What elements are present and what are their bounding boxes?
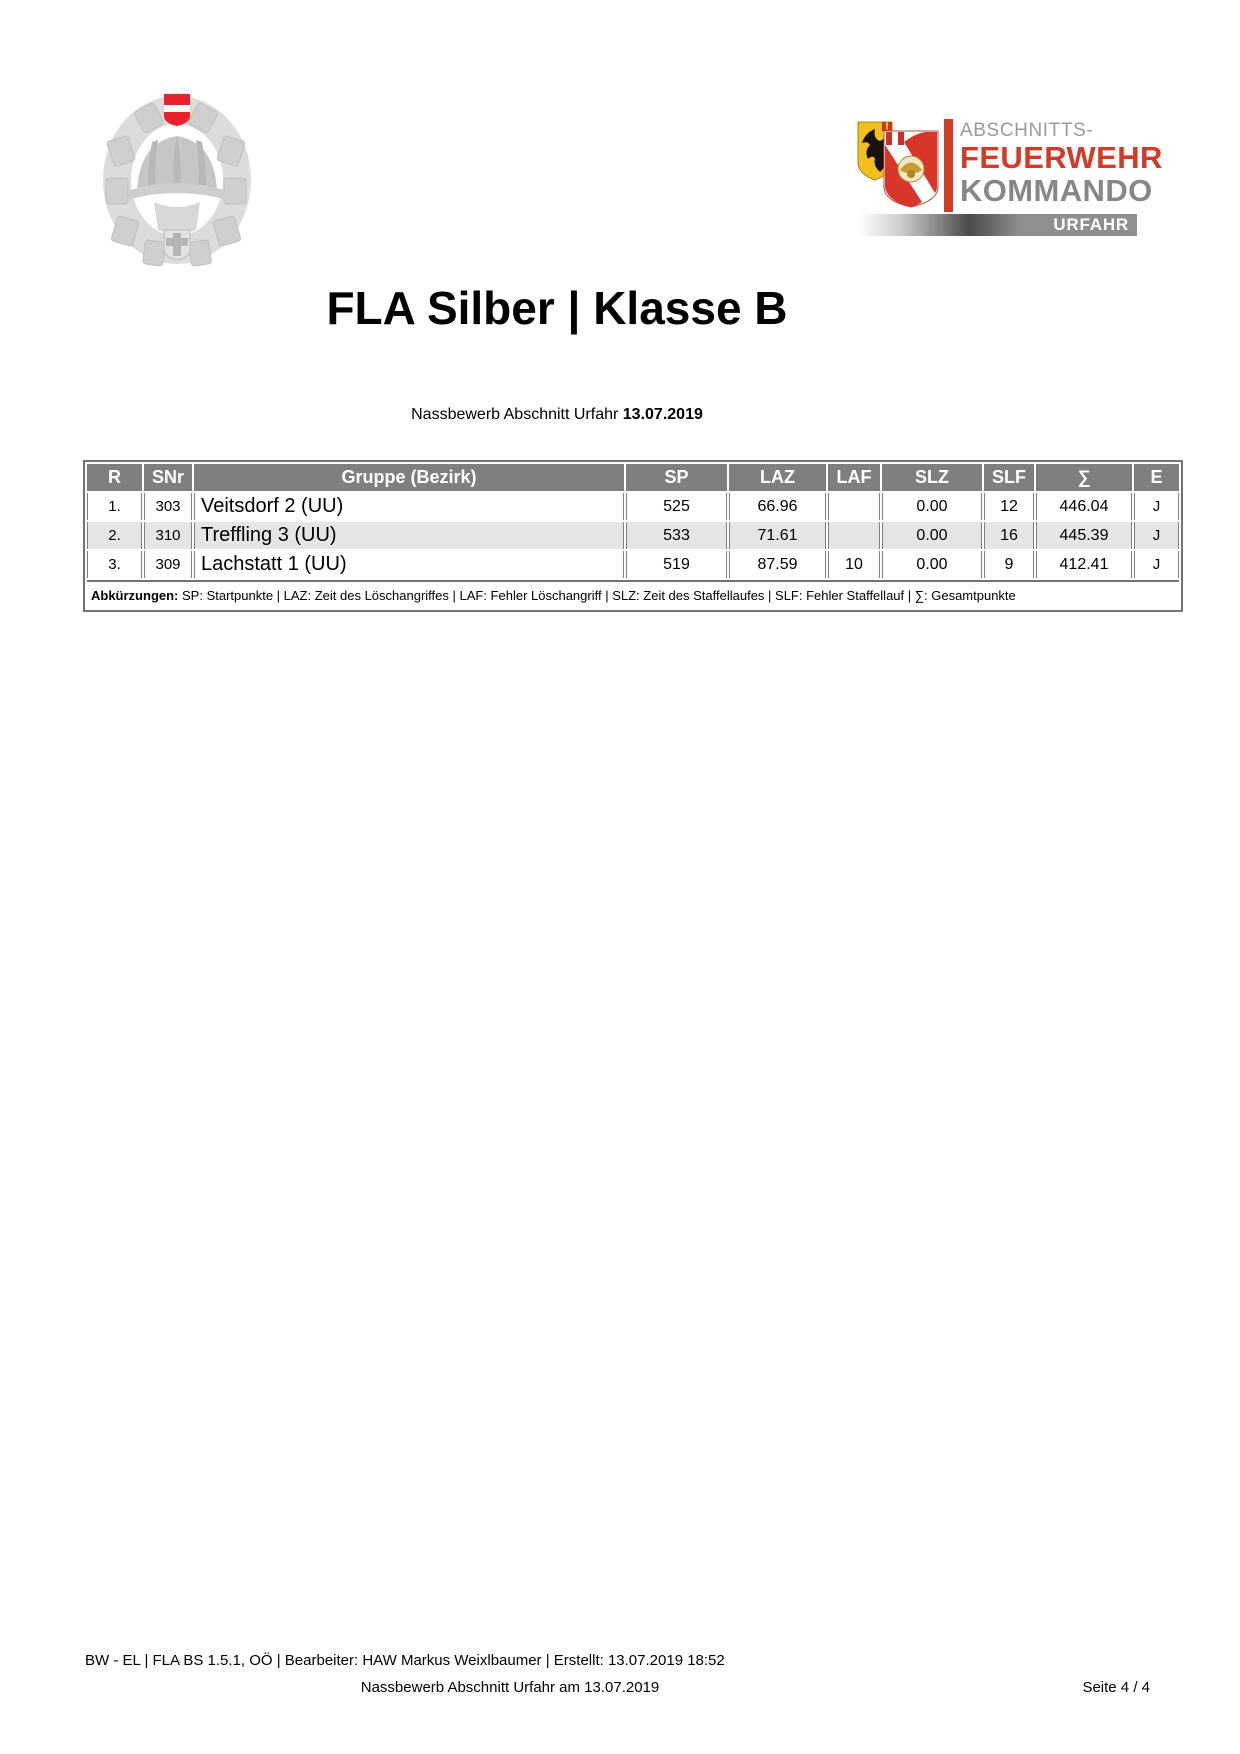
table-header-row bbox=[87, 464, 1179, 491]
page-number: Seite 4 / 4 bbox=[1082, 1679, 1150, 1696]
rank-cell: 2. bbox=[87, 522, 142, 549]
gruppe-cell: Treffling 3 (UU) bbox=[194, 522, 624, 549]
feuerwehr-crest-icon bbox=[884, 131, 938, 207]
col-header-laf: LAF bbox=[828, 464, 880, 491]
results-table bbox=[83, 460, 1183, 612]
fire-brigade-emblem-icon bbox=[92, 78, 262, 278]
sum-cell: 446.04 bbox=[1036, 493, 1132, 520]
coat-of-arms-icon bbox=[852, 115, 957, 215]
laz-cell: 87.59 bbox=[729, 551, 826, 578]
e-cell: J bbox=[1134, 551, 1179, 578]
slf-cell: 16 bbox=[984, 522, 1034, 549]
logo-text-block bbox=[960, 120, 1163, 207]
col-header-e: E bbox=[1134, 464, 1179, 491]
urfahr-banner: URFAHR bbox=[858, 214, 1137, 236]
subtitle bbox=[0, 406, 1114, 424]
slf-cell: 12 bbox=[984, 493, 1034, 520]
table-row bbox=[87, 551, 1179, 578]
e-cell: J bbox=[1134, 493, 1179, 520]
gruppe-cell: Veitsdorf 2 (UU) bbox=[194, 493, 624, 520]
snr-cell: 309 bbox=[144, 551, 192, 578]
slz-cell: 0.00 bbox=[882, 493, 982, 520]
fire-brigade-emblem-graphic bbox=[92, 78, 262, 273]
table-row bbox=[87, 493, 1179, 520]
sp-cell: 533 bbox=[626, 522, 727, 549]
snr-cell: 310 bbox=[144, 522, 192, 549]
col-header-laz: LAZ bbox=[729, 464, 826, 491]
event-date: 13.07.2019 bbox=[622, 406, 703, 423]
sp-cell: 519 bbox=[626, 551, 727, 578]
slf-cell: 9 bbox=[984, 551, 1034, 578]
laf-cell bbox=[828, 493, 880, 520]
sp-cell: 525 bbox=[626, 493, 727, 520]
abbreviations-label: Abkürzungen: bbox=[91, 588, 179, 603]
slz-cell: 0.00 bbox=[882, 551, 982, 578]
laf-cell bbox=[828, 522, 880, 549]
abbreviations-cell bbox=[87, 580, 1179, 608]
col-header-slz: SLZ bbox=[882, 464, 982, 491]
cross-shield-icon bbox=[164, 230, 190, 260]
feuerwehr-label: FEUERWEHR bbox=[960, 140, 1163, 175]
e-cell: J bbox=[1134, 522, 1179, 549]
slz-cell: 0.00 bbox=[882, 522, 982, 549]
sum-cell: 412.41 bbox=[1036, 551, 1132, 578]
col-header-rank: R bbox=[87, 464, 142, 491]
austria-flag-shield-icon bbox=[164, 94, 190, 126]
sum-cell: 445.39 bbox=[1036, 522, 1132, 549]
footer-meta-line: BW - EL | FLA BS 1.5.1, OÖ | Bearbeiter: HAW Markus Weixlbaumer | Erstellt: 13.07.2019 18:52 bbox=[85, 1652, 725, 1669]
laz-cell: 66.96 bbox=[729, 493, 826, 520]
snr-cell: 303 bbox=[144, 493, 192, 520]
event-name: Nassbewerb Abschnitt Urfahr bbox=[411, 406, 619, 423]
col-header-snr: SNr bbox=[144, 464, 192, 491]
col-header-sum: ∑ bbox=[1036, 464, 1132, 491]
abschnitts-label: ABSCHNITTS- bbox=[960, 120, 1094, 141]
footer-event-line: Nassbewerb Abschnitt Urfahr am 13.07.2019 bbox=[360, 1679, 660, 1696]
page-title: FLA Silber | Klasse B bbox=[326, 282, 788, 334]
col-header-sp: SP bbox=[626, 464, 727, 491]
laf-cell: 10 bbox=[828, 551, 880, 578]
gruppe-cell: Lachstatt 1 (UU) bbox=[194, 551, 624, 578]
col-header-gruppe: Gruppe (Bezirk) bbox=[194, 464, 624, 491]
laz-cell: 71.61 bbox=[729, 522, 826, 549]
table-row bbox=[87, 522, 1179, 549]
abschnittsfeuerwehrkommando-logo bbox=[852, 112, 1163, 240]
kommando-label: KOMMANDO bbox=[960, 173, 1153, 208]
abbreviations-row bbox=[87, 580, 1179, 608]
abbreviations-text: SP: Startpunkte | LAZ: Zeit des Löschangriffes | LAF: Fehler Löschangriff | SLZ: Zeit des Staffellaufes | SLF: Fehler Staffellauf | ∑: Gesamtpunkte bbox=[178, 588, 1016, 603]
rank-cell: 3. bbox=[87, 551, 142, 578]
logo-divider bbox=[944, 119, 953, 212]
rank-cell: 1. bbox=[87, 493, 142, 520]
col-header-slf: SLF bbox=[984, 464, 1034, 491]
